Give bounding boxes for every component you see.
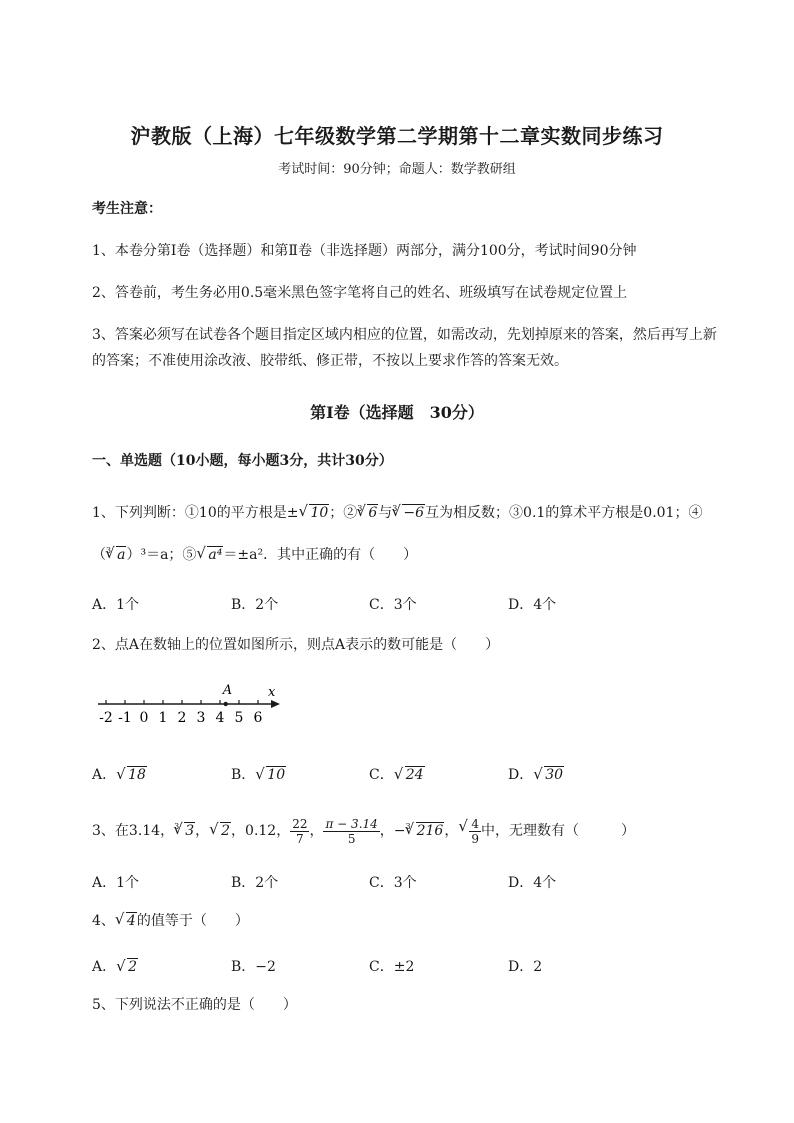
q3-option-b[interactable]: B．2个 — [231, 875, 279, 891]
axis-tick-label: 5 — [234, 710, 244, 726]
axis-arrow-icon — [271, 700, 280, 708]
q2-option-a[interactable]: A．√ 18 — [92, 764, 147, 784]
q1-option-a[interactable]: A．1个 — [92, 597, 140, 613]
axis-tick-label: 6 — [253, 710, 263, 726]
q3-option-a[interactable]: A．1个 — [92, 875, 140, 891]
axis-tick-label: 4 — [215, 710, 225, 726]
axis-tick-label: -2 — [99, 710, 113, 726]
q1-option-c[interactable]: C．3个 — [369, 597, 417, 613]
notice-item-3: 3、答案必须写在试卷各个题目指定区域内相应的位置，如需改动，先划掉原来的答案，然后再写上新 — [92, 327, 717, 343]
axis-tick-label: -1 — [118, 710, 132, 726]
q2-option-d[interactable]: D．√ 30 — [508, 764, 564, 784]
q1-option-b[interactable]: B．2个 — [231, 597, 279, 613]
question-4-text: 4、√ 4的值等于（ ） — [92, 910, 249, 932]
q4-option-d[interactable]: D．2 — [508, 959, 543, 975]
page-title: 沪教版（上海）七年级数学第二学期第十二章实数同步练习 — [130, 124, 664, 148]
section-title: 第I卷（选择题 30分） — [310, 403, 484, 422]
point-a-label: A — [222, 683, 233, 698]
q4-option-a[interactable]: A．√ 2 — [92, 956, 138, 976]
q2-option-c[interactable]: C．√ 24 — [369, 764, 425, 784]
point-a-dot — [224, 702, 228, 706]
notice-item-2: 2、答卷前，考生务必用0.5毫米黑色签字笔将自己的姓名、班级填写在试卷规定位置上 — [92, 285, 628, 301]
q1-option-d[interactable]: D．4个 — [508, 597, 557, 613]
axis-tick-label: 3 — [196, 710, 206, 726]
question-2-text: 2、点A在数轴上的位置如图所示，则点A表示的数可能是（ ） — [92, 637, 500, 653]
number-line-figure — [92, 676, 292, 728]
axis-tick-label: 0 — [139, 710, 149, 726]
q4-option-b[interactable]: B．−2 — [231, 959, 276, 975]
question-3-text: 3、在3.14，$^3$√ 3，√ 2，0.12， $\frac{22}{7}$ ， $\frac{\pi - 3.14}{5}$ ，−$^3$√ 216， √ $\frac{4}{9}$ 中，无理数有（ ） — [92, 816, 635, 846]
q4-option-c[interactable]: C．±2 — [369, 959, 415, 975]
question-1-line-1: 1、下列判断：①10的平方根是±√ 10；②$^3$√ 6与$^3$√ −6互为相反数；③0.1的算术平方根是0.01；④ — [92, 498, 702, 524]
question-5-text: 5、下列说法不正确的是（ ） — [92, 997, 297, 1013]
notice-heading: 考生注意： — [92, 201, 162, 217]
axis-tick-label: 1 — [158, 710, 168, 726]
q3-option-c[interactable]: C．3个 — [369, 875, 417, 891]
q3-option-d[interactable]: D．4个 — [508, 875, 557, 891]
axis-x-label: x — [268, 685, 276, 700]
page-subtitle: 考试时间：90分钟；命题人：数学教研组 — [278, 162, 516, 177]
axis-tick-label: 2 — [177, 710, 187, 726]
part-heading: 一、单选题（10小题，每小题3分，共计30分） — [92, 453, 393, 469]
q2-option-b[interactable]: B．√ 10 — [231, 764, 286, 784]
question-1-line-2: （$^3$√ a）³＝a；⑤√ a⁴＝±a²．其中正确的有（ ） — [92, 540, 417, 566]
notice-item-3-cont: 的答案；不准使用涂改液、胶带纸、修正带，不按以上要求作答的答案无效。 — [92, 353, 568, 369]
notice-item-1: 1、本卷分第I卷（选择题）和第Ⅱ卷（非选择题）两部分，满分100分，考试时间90分钟 — [92, 243, 637, 259]
